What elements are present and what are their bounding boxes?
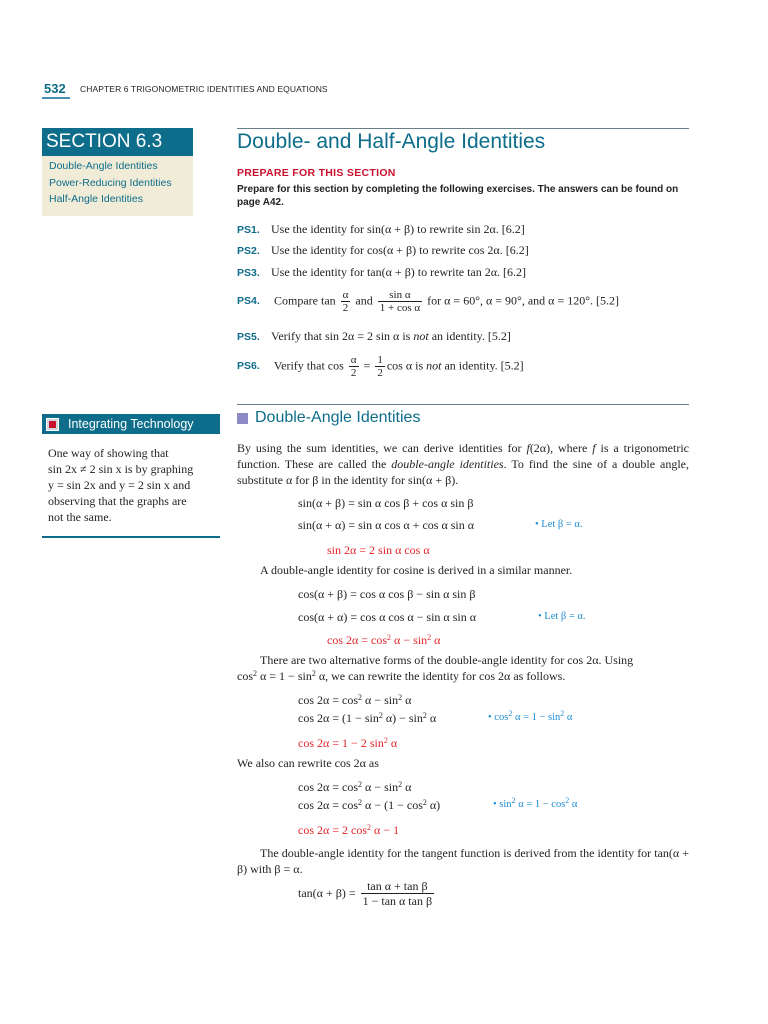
exercise-label: PS2. [237,245,260,257]
exercise-text: Use the identity for sin(α + β) to rewrite sin 2α. [6.2] [271,222,525,236]
subsection-heading: Double-Angle Identities [255,409,421,426]
equation: sin(α + α) = sin α cos α + cos α sin α [298,518,475,532]
fraction: $\frac{\alpha}{2}$ [342,289,349,314]
title-rule [237,128,689,129]
prepare-heading: PREPARE FOR THIS SECTION [237,167,396,179]
section-label: SECTION 6.3 [42,128,193,156]
exercise-label: PS4. [237,295,260,308]
heading-square-icon [237,413,248,424]
topic-item: Half-Angle Identities [49,193,143,205]
paragraph: $\cos^2 \alpha = 1 - \sin^2 \alpha$, we can rewrite the identity for cos 2α as follows. [237,669,566,683]
identity-result: sin 2α = 2 sin α cos α [327,543,430,557]
equation: tan(α + β) = $\frac{\text{tan α + tan β}}{\text{1 − tan α tan β}}$ [298,879,433,908]
section-title: Double- and Half-Angle Identities [237,130,546,153]
equation: $\cos 2\alpha = \cos^2 \alpha - \sin^2 \alpha$ [298,780,412,794]
identity-result: cos 2α = 2 $\cos^2 \alpha - 1$ [298,823,400,837]
equation: $\cos 2\alpha = \cos^2 \alpha - (1 - \cos^2 \alpha)$ [298,798,441,812]
margin-note: • $\cos^2 \alpha = 1 - \sin^2 \alpha$ [488,709,573,723]
fraction: $\frac{1}{2}$ [377,354,383,379]
exercise-text: Use the identity for tan(α + β) to rewrite tan 2α. [6.2] [271,265,527,279]
exercise-text: Compare tan [274,293,336,308]
paragraph: We also can rewrite cos 2α as [237,756,379,770]
tech-heading: Integrating Technology [68,417,194,431]
identity-result: cos 2α = 1 − 2 $\sin^2 \alpha$ [298,736,398,750]
exercise-label: PS1. [237,224,260,236]
margin-note: • Let β = α. [538,611,586,622]
exercise-ps2 [237,243,529,258]
exercise-ps3 [237,265,526,280]
exercise-label: PS5. [237,331,260,343]
exercise-label: PS6. [237,360,260,373]
running-head: CHAPTER 6 TRIGONOMETRIC IDENTITIES AND EQUATIONS [80,84,328,94]
exercise-ps4: PS4. Compare tan $\frac{\alpha}{2}$ and $\frac{\text{sin α}}{\text{1 + cos α}}$ for α = 60°, α = 90°, and α = 120°. [5.2] [237,289,620,314]
page-number: 532 [44,81,66,96]
equation: $\cos 2\alpha = (1 - \sin^2 \alpha) - \sin^2 \alpha$ [298,711,437,725]
topic-item: Double-Angle Identities [49,160,158,172]
paragraph: A double-angle identity for cosine is derived in a similar manner. [260,563,573,577]
topic-item: Power-Reducing Identities [49,177,172,189]
intro-paragraph: By using the sum identities, we can derive identities for f(2α), where f is a trigonometric function. These are called the double-angle identities. To find the sine of a double angle, substitute α for β in the identity for sin(α + β). [237,441,689,487]
margin-note: • $\sin^2 \alpha = 1 - \cos^2 \alpha$ [493,796,578,810]
exercise-ps6: PS6. Verify that cos $\frac{\alpha}{2}$ = $\frac{1}{2}$ cos α is not an identity. [5.2] [237,354,524,379]
exercise-ps5: PS5. Verify that sin 2α = 2 sin α is not an identity. [5.2] [237,329,511,343]
equation: cos(α + β) = cos α cos β − sin α sin β [298,587,476,601]
paragraph: There are two alternative forms of the double-angle identity for cos 2α. Using [260,653,634,667]
exercise-ps1 [237,222,525,237]
equation: sin(α + β) = sin α cos β + cos α sin β [298,496,474,510]
section-topics [42,156,193,216]
prepare-instructions: Prepare for this section by completing the following exercises. The answers can be found on page A42. [237,184,679,208]
equation: cos(α + α) = cos α cos α − sin α sin α [298,610,477,624]
fraction: $\frac{\text{sin α}}{\text{1 + cos α}}$ [379,289,421,314]
fraction: $\frac{\alpha}{2}$ [350,354,357,379]
margin-note: • Let β = α. [535,519,583,530]
page-number-rule [42,97,70,99]
identity-result: $\cos 2\alpha = \cos^2 \alpha - \sin^2 \alpha$ [327,633,441,647]
equation: $\cos 2\alpha = \cos^2 \alpha - \sin^2 \alpha$ [298,693,412,707]
section-divider [237,404,689,405]
paragraph: The double-angle identity for the tangent function is derived from the identity for tan(α + β) with β = α. [237,846,689,876]
tech-text: One way of showing that sin 2x ≠ 2 sin x is by graphing y = sin 2x and y = 2 sin x and observing that the graphs are not the same. [48,446,194,524]
exercise-text: Use the identity for cos(α + β) to rewrite cos 2α. [6.2] [271,243,529,257]
calculator-icon [46,418,59,431]
exercise-label: PS3. [237,267,260,279]
fraction: $\frac{\text{tan α + tan β}}{\text{1 − tan α tan β}}$ [362,879,433,908]
